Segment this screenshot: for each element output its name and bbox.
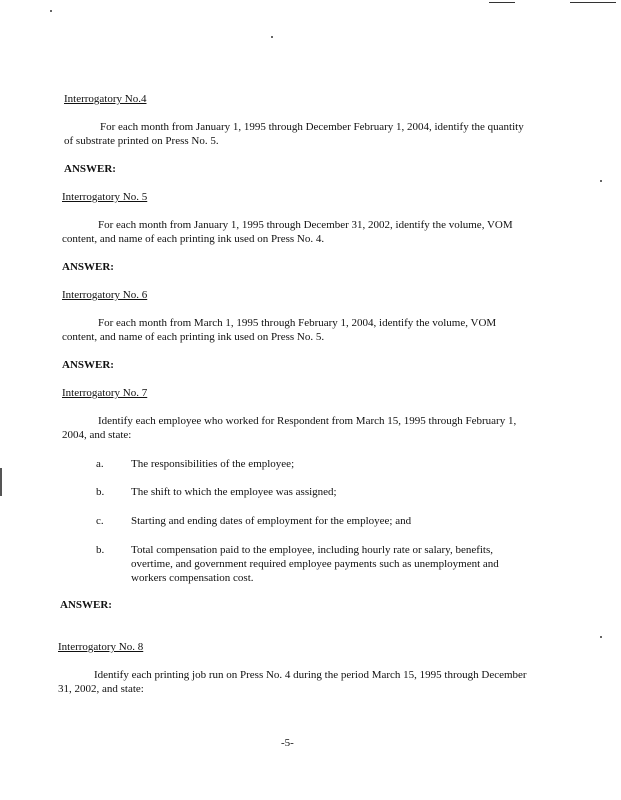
- interrogatory-6-body: For each month from March 1, 1995 through February 1, 2004, identify the volume, VOM content, and name of each printing ink used on Press No. 5.: [62, 317, 497, 343]
- interrogatory-6-text: [62, 316, 530, 344]
- list-item-text: The shift to which the employee was assigned;: [131, 486, 337, 498]
- interrogatory-6-answer-label: ANSWER:: [62, 359, 114, 371]
- scan-edge-mark: [0, 468, 2, 496]
- interrogatory-5-text: [62, 218, 530, 246]
- page-number: -5-: [281, 737, 294, 749]
- scan-rule: [489, 2, 515, 3]
- interrogatory-4-text: [64, 120, 532, 148]
- scan-speck: [50, 10, 52, 12]
- list-item-marker: b.: [96, 544, 105, 556]
- interrogatory-7-answer-label: ANSWER:: [60, 599, 112, 611]
- interrogatory-5-body: For each month from January 1, 1995 through December 31, 2002, identify the volume, VOM content, and name of each printing ink used on Press No. 4.: [62, 219, 513, 245]
- interrogatory-4-heading: Interrogatory No.4: [64, 93, 147, 105]
- interrogatory-4-answer-label: ANSWER:: [64, 163, 116, 175]
- interrogatory-8-text: [58, 668, 530, 696]
- interrogatory-4-body: For each month from January 1, 1995 through December February 1, 2004, identify the quantity of substrate printed on Press No. 5.: [64, 121, 524, 147]
- interrogatory-6-heading: Interrogatory No. 6: [62, 289, 148, 301]
- list-item-marker: a.: [96, 458, 104, 470]
- list-item-marker: b.: [96, 486, 105, 498]
- list-item-text: Total compensation paid to the employee, including hourly rate or salary, benefits, overtime, and government required employee payments such as unemployment and workers compensation cost.: [131, 544, 499, 584]
- interrogatory-7-heading: Interrogatory No. 7: [62, 387, 148, 399]
- interrogatory-8-heading: Interrogatory No. 8: [58, 641, 144, 653]
- list-item-text: The responsibilities of the employee;: [131, 458, 295, 470]
- interrogatory-5-heading: Interrogatory No. 5: [62, 191, 148, 203]
- list-item-marker: c.: [96, 515, 104, 527]
- interrogatory-5-answer-label: ANSWER:: [62, 261, 114, 273]
- interrogatory-8-body: Identify each printing job run on Press No. 4 during the period March 15, 1995 through December 31, 2002, and state:: [58, 669, 527, 695]
- interrogatory-7-text: [62, 414, 530, 442]
- scan-speck: [271, 36, 273, 38]
- interrogatory-7-body: Identify each employee who worked for Respondent from March 15, 1995 through February 1, 2004, and state:: [62, 415, 517, 441]
- scan-speck: [600, 180, 602, 182]
- scan-rule: [570, 2, 616, 3]
- list-item-text: Starting and ending dates of employment for the employee; and: [131, 515, 412, 527]
- scan-speck: [600, 636, 602, 638]
